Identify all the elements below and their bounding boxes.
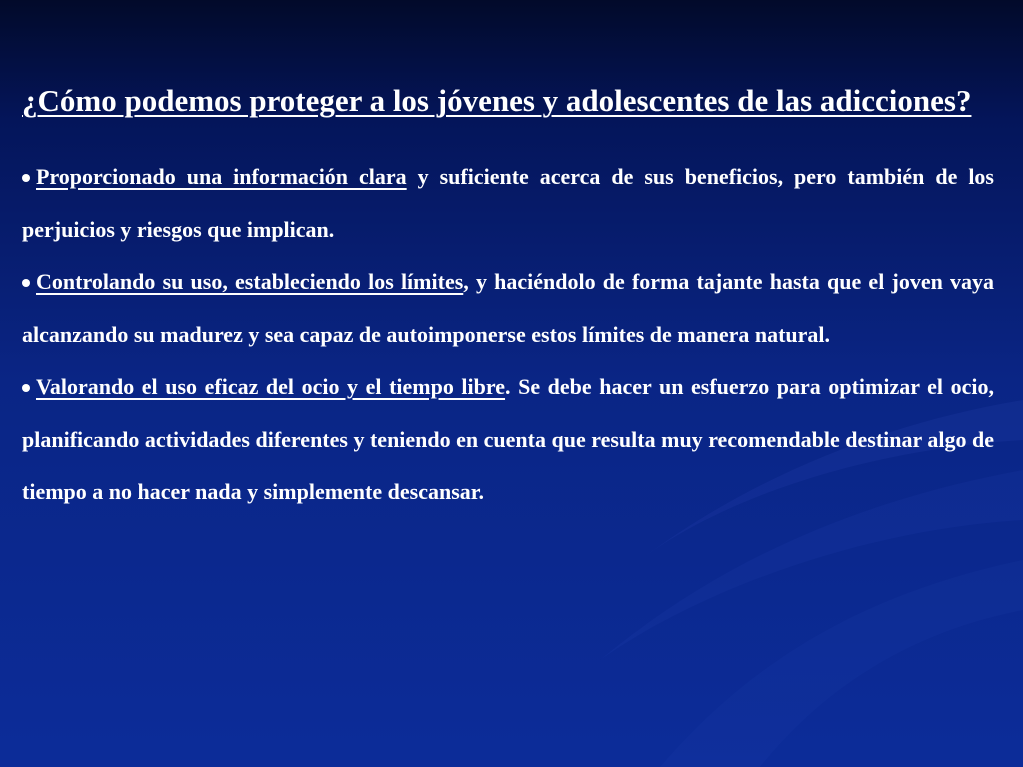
slide-content <box>22 80 994 519</box>
bullet-item <box>22 361 994 519</box>
bullet-lead: Controlando su uso, estableciendo los límites <box>36 269 464 294</box>
bullet-text: , y haciéndolo de forma tajante hasta que el joven vaya alcanzando su madurez y sea capaz de autoimponerse estos límites de manera natural. <box>22 269 994 347</box>
bullet-dot-icon <box>22 384 30 392</box>
bullet-text: y suficiente acerca de sus beneficios, pero también de los perjuicios y riesgos que implican. <box>22 164 994 242</box>
bullet-item <box>22 256 994 361</box>
bullet-text: . Se debe hacer un esfuerzo para optimizar el ocio, planificando actividades diferentes y teniendo en cuenta que resulta muy recomendable destinar algo de tiempo a no hacer nada y simplemente descansar. <box>22 374 994 504</box>
bullet-dot-icon <box>22 279 30 287</box>
bullet-lead: Proporcionado una información clara <box>36 164 407 189</box>
slide-title: ¿Cómo podemos proteger a los jóvenes y adolescentes de las adicciones? <box>22 83 972 118</box>
bullet-dot-icon <box>22 174 30 182</box>
bullet-list <box>22 151 994 519</box>
bullet-lead: Valorando el uso eficaz del ocio y el tiempo libre <box>36 374 506 399</box>
bullet-item <box>22 151 994 256</box>
